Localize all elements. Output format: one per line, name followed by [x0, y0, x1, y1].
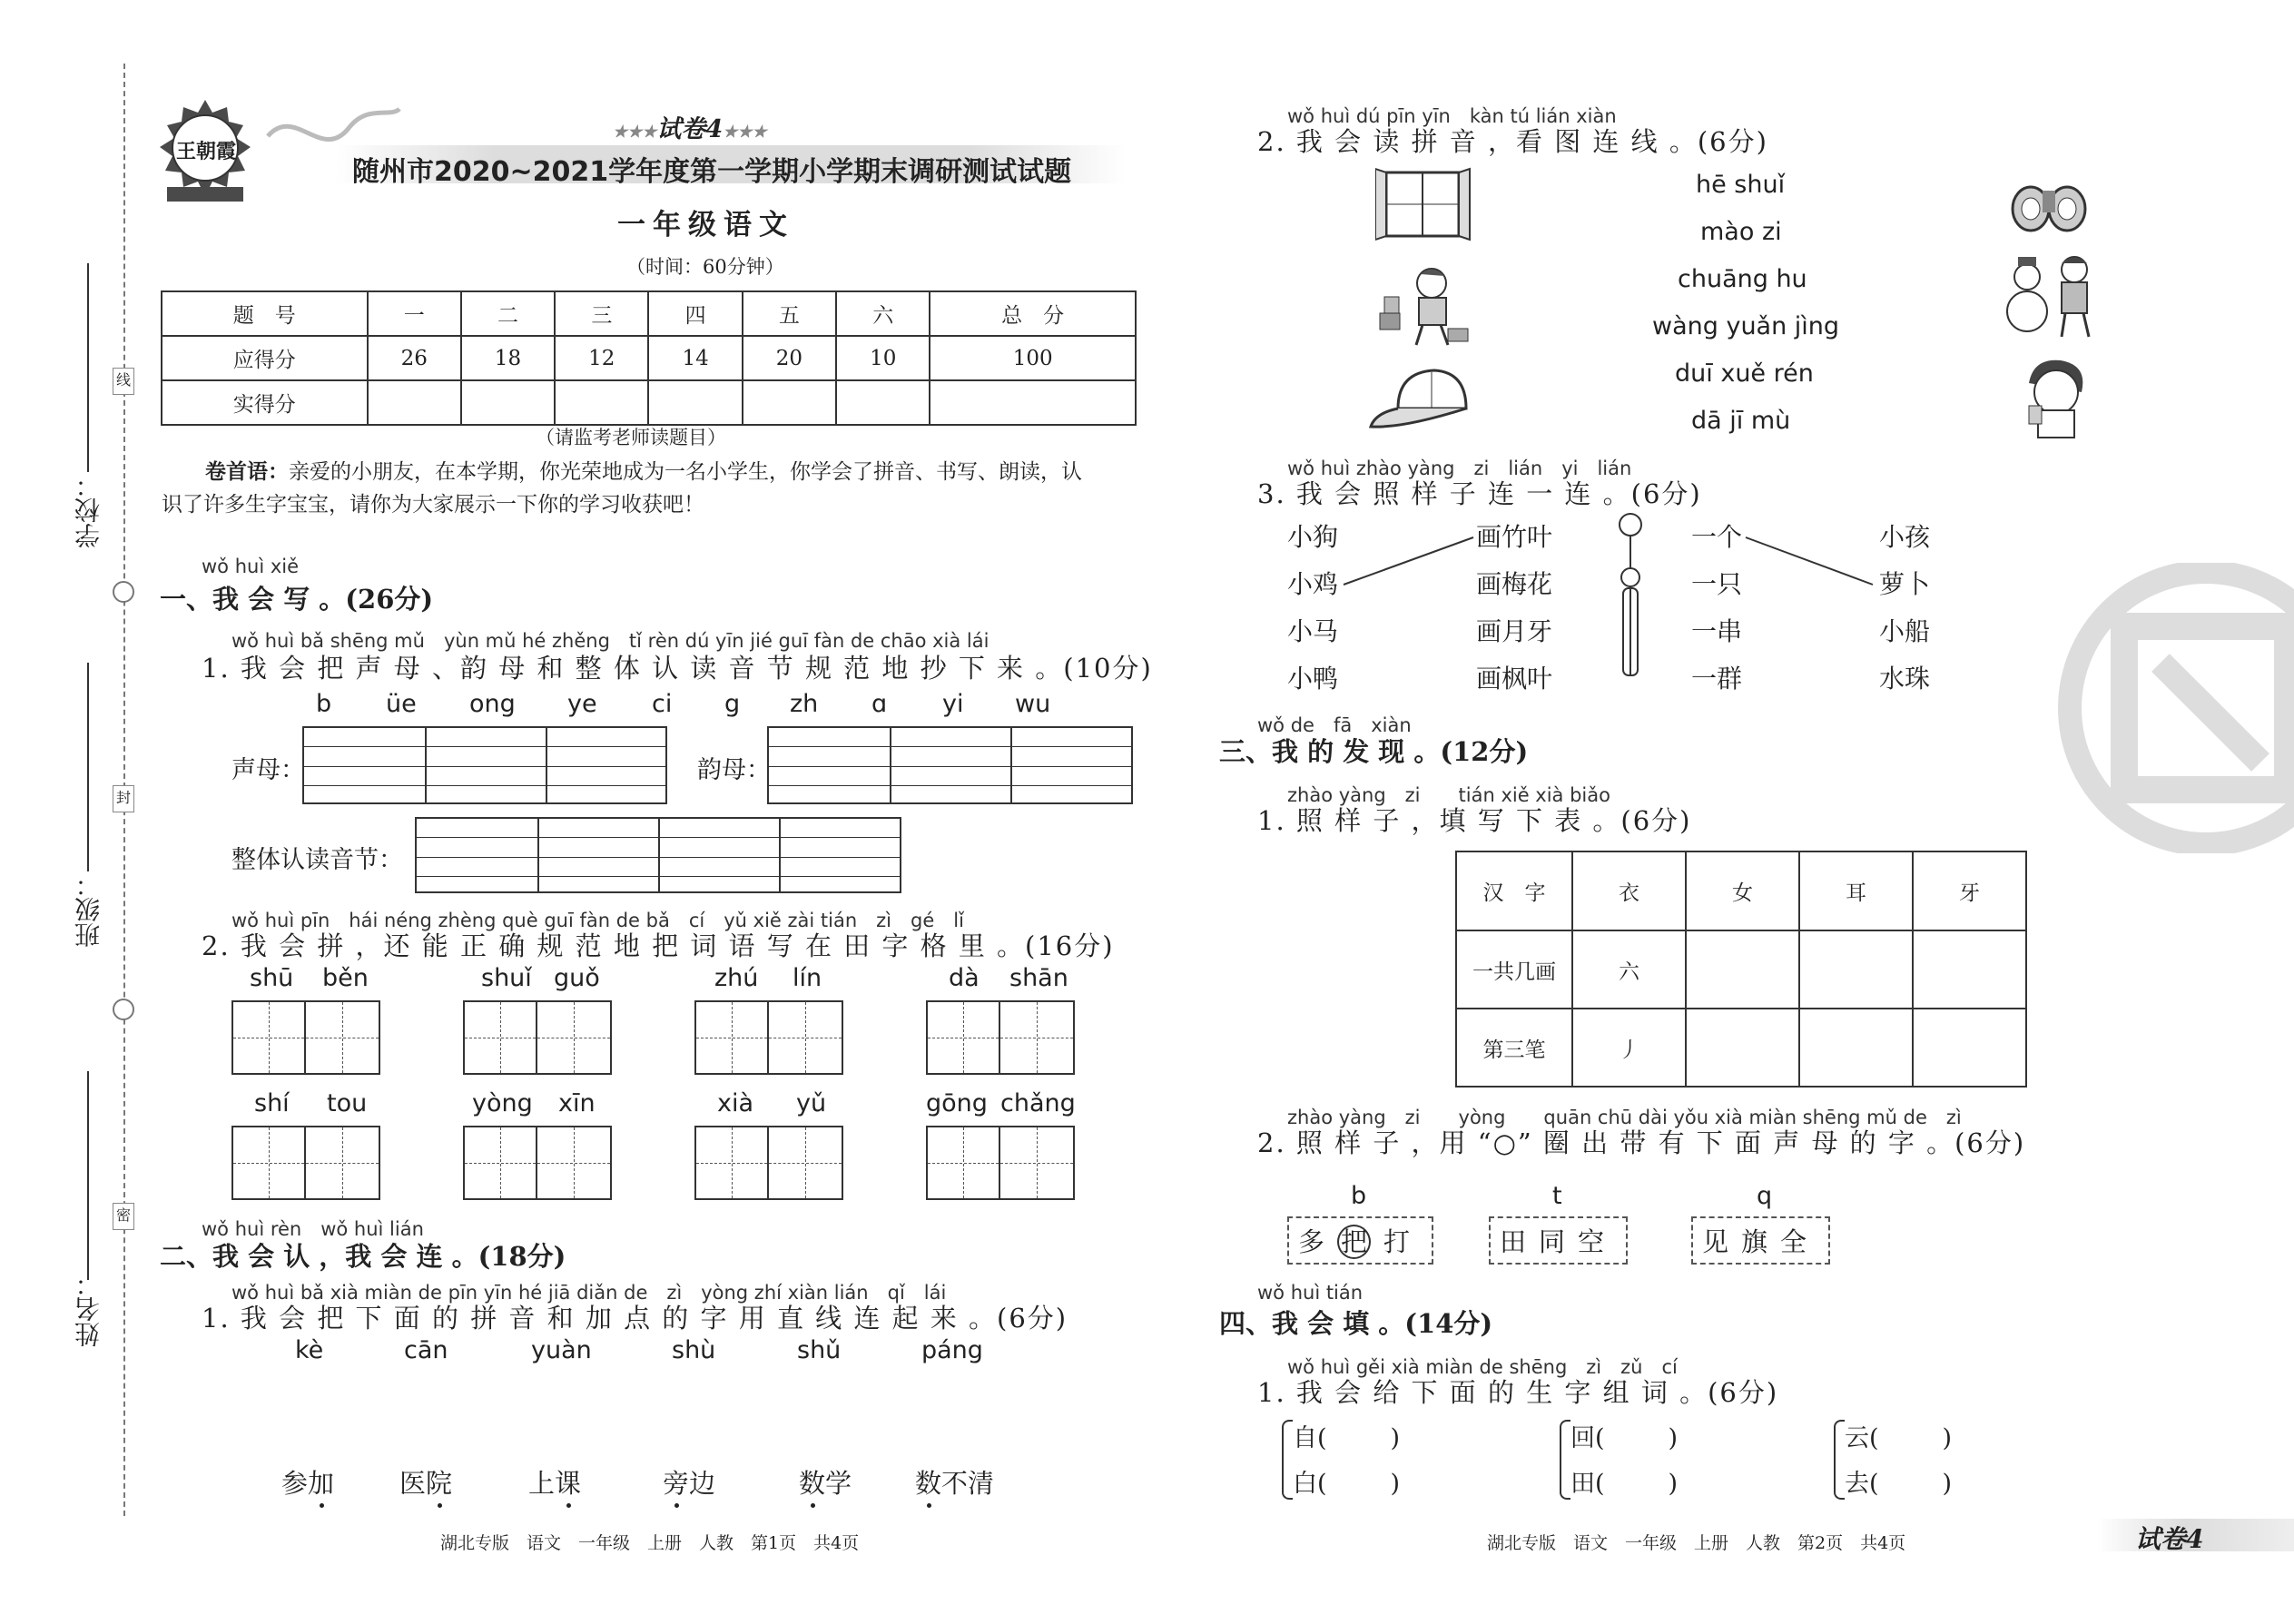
letter: ye: [567, 690, 597, 718]
word-blank[interactable]: 云( ): [1845, 1424, 1953, 1452]
tianzige-box[interactable]: [306, 1000, 380, 1075]
pinyin-item[interactable]: shù: [672, 1336, 716, 1364]
score-cell: 12: [555, 336, 648, 380]
char-option[interactable]: 多: [1298, 1226, 1338, 1257]
preface: [162, 456, 1142, 521]
letter: ci: [652, 690, 673, 718]
match-item[interactable]: 小孩: [1879, 522, 1931, 552]
score-cell: 实得分: [162, 380, 368, 425]
yunmu-label: 韵母：: [697, 756, 771, 784]
question-pinyin: wǒ huì pīn hái néng zhèng què guī fàn de bǎ cí yǔ xiě zài tián zì gé lǐ: [231, 910, 964, 931]
tianzige-box[interactable]: [1000, 1000, 1075, 1075]
letter: yi: [942, 690, 964, 718]
score-header: 二: [461, 291, 555, 336]
table-cell: 衣: [1572, 851, 1686, 930]
match-item[interactable]: 一个: [1691, 522, 1743, 552]
binding-circle-1: [113, 581, 134, 603]
question-pinyin: zhào yàng zi tián xiě xià biǎo: [1287, 784, 1610, 806]
corner-tag: 试卷4: [2135, 1524, 2204, 1554]
table-cell: 一共几画: [1456, 930, 1572, 1009]
pinyin-item[interactable]: shǔ: [797, 1336, 842, 1364]
match-item[interactable]: 画枫叶: [1476, 664, 1553, 694]
tianzige-box[interactable]: [537, 1000, 612, 1075]
footer-right: 湖北专版 语文 一年级 上册 人教 第2页 共4页: [1487, 1533, 1906, 1553]
char-option[interactable]: 全: [1780, 1226, 1820, 1257]
table-cell: 第三笔: [1456, 1009, 1572, 1087]
tianzige-box[interactable]: [694, 1000, 769, 1075]
score-cell: 14: [648, 336, 742, 380]
table-row: [1456, 851, 2026, 930]
subject-title: 一年级语文: [617, 209, 794, 241]
score-header-row: [162, 291, 1136, 336]
match-item[interactable]: 一只: [1691, 569, 1743, 599]
question-text: 2. 我 会 读 拼 音 ，看 图 连 线 。(6分): [1257, 126, 1768, 157]
table-cell: 女: [1686, 851, 1799, 930]
window-icon[interactable]: [1375, 165, 1471, 242]
question-text: 1. 照 样 子 ，填 写 下 表 。(6分): [1257, 805, 1692, 836]
pinyin-item[interactable]: cān: [404, 1336, 448, 1364]
shengmu-label: 声母：: [231, 756, 305, 784]
tianzige-box[interactable]: [926, 1000, 1000, 1075]
score-input[interactable]: [648, 380, 742, 425]
score-cell: 应得分: [162, 336, 368, 380]
question-pinyin: wǒ huì gěi xià miàn de shēng zì zǔ cí: [1287, 1356, 1678, 1378]
question-pinyin: wǒ huì zhào yàng zi lián yi lián: [1287, 458, 1632, 479]
word-char: 不: [941, 1468, 969, 1499]
table-cell: 六: [1572, 930, 1686, 1009]
letter: g: [724, 690, 741, 718]
binding-circle-2: [113, 999, 134, 1020]
score-header: 五: [743, 291, 836, 336]
table-cell: 耳: [1799, 851, 1913, 930]
word-group: [1282, 1414, 1445, 1505]
char-group: [1489, 1216, 1628, 1265]
word-char: 参: [281, 1468, 309, 1499]
paper-tag: ★★★试卷4★★★: [613, 115, 767, 143]
score-cell: 20: [743, 336, 836, 380]
dotted-char: 旁: [663, 1463, 689, 1501]
score-header: 一: [368, 291, 461, 336]
dotted-char: 加: [308, 1463, 334, 1501]
section-pinyin: wǒ de fā xiàn: [1257, 714, 1412, 736]
tianzige-box[interactable]: [231, 1000, 306, 1075]
question-pinyin: wǒ huì bǎ shēng mǔ yùn mǔ hé zhěng tǐ rèn dú yīn jié guī fàn de chāo xià lái: [231, 630, 989, 652]
letter-row: [300, 690, 1117, 723]
dotted-char: 课: [555, 1463, 581, 1501]
question-pinyin: wǒ huì dú pīn yīn kàn tú lián xiàn: [1287, 105, 1617, 127]
pinyin-item[interactable]: yuàn: [531, 1336, 592, 1364]
match-item[interactable]: 小马: [1287, 616, 1339, 646]
match-item[interactable]: 画竹叶: [1476, 522, 1553, 552]
name-field[interactable]: [87, 1071, 89, 1280]
word-blank[interactable]: 白( ): [1293, 1470, 1401, 1498]
letter: üe: [386, 690, 417, 718]
preface-text: 亲爱的小朋友，在本学期，你光荣地成为一名小学生，你学会了拼音、书写、朗读，认: [289, 460, 1082, 484]
class-field[interactable]: [87, 663, 89, 871]
score-header: 题 号: [162, 291, 368, 336]
tianzige-box[interactable]: [769, 1126, 843, 1200]
match-item[interactable]: 画梅花: [1476, 569, 1553, 599]
char-option[interactable]: 田: [1500, 1226, 1540, 1257]
table-input[interactable]: [1799, 930, 1913, 1009]
pinyin-item[interactable]: mào zi: [1700, 218, 1782, 246]
score-input[interactable]: [930, 380, 1136, 425]
snowman-boy-icon[interactable]: [2002, 250, 2102, 340]
teacher-note: （请监考老师读题目）: [536, 427, 726, 448]
match-item[interactable]: 小鸡: [1287, 569, 1339, 599]
match-item[interactable]: 画月牙: [1476, 616, 1553, 646]
pinyin-item[interactable]: páng: [921, 1336, 983, 1364]
star-decoration: ★★★: [613, 123, 657, 142]
word-blank[interactable]: 去( ): [1845, 1470, 1953, 1498]
dotted-char: 数: [799, 1463, 825, 1501]
char-option[interactable]: 同: [1539, 1226, 1579, 1257]
pinyin-item[interactable]: dā jī mù: [1691, 407, 1791, 435]
letter: wu: [1015, 690, 1051, 718]
connect-word[interactable]: [528, 1463, 581, 1501]
word-char: 医: [399, 1468, 427, 1499]
table-cell: 丿: [1572, 1009, 1686, 1087]
binding-strip: [0, 0, 136, 1624]
preface-text: 识了许多生字宝宝，请你为大家展示一下你的学习收获吧！: [162, 493, 704, 517]
pinyin-item[interactable]: chuāng hu: [1678, 265, 1807, 293]
table-input[interactable]: [1913, 1009, 2026, 1087]
char-group: [1691, 1216, 1830, 1265]
table-row: [1456, 930, 2026, 1009]
connect-word[interactable]: [663, 1463, 715, 1501]
section-title: 四、我 会 填 。(14分): [1219, 1308, 1493, 1339]
match-item[interactable]: 一串: [1691, 616, 1743, 646]
score-should-row: [162, 336, 1136, 380]
tianzige-box[interactable]: [694, 1126, 769, 1200]
question-text: 2. 照 样 子 ，用 “○” 圈 出 带 有 下 面 声 母 的 字 。(6分): [1257, 1127, 2026, 1158]
school-label: 学校：: [74, 472, 103, 548]
preface-label: 卷首语：: [205, 459, 289, 484]
initial-letter: q: [1757, 1182, 1773, 1210]
score-input[interactable]: [836, 380, 930, 425]
brace-icon: [1560, 1420, 1570, 1500]
section-pinyin: wǒ huì tián: [1257, 1282, 1364, 1304]
connect-pinyin-row: [272, 1336, 1089, 1373]
score-table: [161, 290, 1137, 426]
score-input[interactable]: [461, 380, 555, 425]
secret-seal-watermark: [2024, 563, 2294, 853]
word-char: 边: [689, 1468, 716, 1499]
logo-text: 王朝霞: [176, 140, 237, 163]
initial-letter: t: [1552, 1182, 1562, 1210]
binding-mark-line: 线: [113, 368, 134, 395]
tianzige-box[interactable]: [306, 1126, 380, 1200]
match-group: [1287, 517, 1968, 699]
tianzige-box[interactable]: [463, 1126, 537, 1200]
word-blank[interactable]: 自( ): [1293, 1424, 1401, 1452]
table-input[interactable]: [1686, 1009, 1799, 1087]
tianzige-box[interactable]: [463, 1000, 537, 1075]
stroke-table: [1455, 851, 2027, 1088]
logo: [156, 98, 254, 205]
shengmu-writing-lines[interactable]: [302, 726, 667, 804]
cap-icon[interactable]: [1366, 363, 1475, 436]
char-option[interactable]: 空: [1578, 1226, 1618, 1257]
tianzige-box[interactable]: [231, 1126, 306, 1200]
char-option-circled[interactable]: 把: [1337, 1225, 1371, 1259]
score-input[interactable]: [555, 380, 648, 425]
page-title: 随州市2020~2021学年度第一学期小学期末调研测试试题: [352, 156, 1072, 188]
zhengti-label: 整体认读音节：: [231, 846, 403, 874]
word-grid-row-1: shū běn shuǐ guǒ zhú lín dà shān: [231, 962, 1139, 1080]
char-option[interactable]: 打: [1383, 1226, 1423, 1257]
match-item[interactable]: 小鸭: [1287, 664, 1339, 694]
section-title: 一、我 会 写 。(26分): [160, 584, 434, 615]
yunmu-writing-lines[interactable]: [767, 726, 1133, 804]
binding-mark-dense: 密: [113, 1203, 134, 1230]
char-option[interactable]: 见: [1702, 1226, 1742, 1257]
score-header: 三: [555, 291, 648, 336]
letter: ong: [469, 690, 516, 718]
match-item[interactable]: 水珠: [1879, 664, 1931, 694]
table-input[interactable]: [1799, 1009, 1913, 1087]
match-item[interactable]: 小狗: [1287, 522, 1339, 552]
question-text: 2. 我 会 拼 ，还 能 正 确 规 范 地 把 词 语 写 在 田 字 格 里 。(16分): [202, 930, 1115, 961]
pinyin-item[interactable]: kè: [295, 1336, 324, 1364]
name-label: 姓名：: [74, 1271, 103, 1347]
word-blank[interactable]: 田( ): [1570, 1470, 1679, 1498]
time-note: （时间：60分钟）: [626, 256, 784, 278]
score-header: 六: [836, 291, 930, 336]
section-pinyin: wǒ huì rèn wǒ huì lián: [202, 1218, 424, 1240]
footer-left: 湖北专版 语文 一年级 上册 人教 第1页 共4页: [440, 1533, 860, 1553]
word-char: 上: [528, 1468, 556, 1499]
binoculars-icon[interactable]: [2008, 165, 2090, 238]
score-cell: 18: [461, 336, 555, 380]
question-text: 1. 我 会 把 下 面 的 拼 音 和 加 点 的 字 用 直 线 连 起 来 。(6分): [202, 1303, 1068, 1334]
boy-building-blocks-icon[interactable]: [1375, 263, 1475, 349]
score-cell: 100: [930, 336, 1136, 380]
connect-word[interactable]: [281, 1463, 334, 1501]
match-item[interactable]: 一群: [1691, 664, 1743, 694]
word-group: [1834, 1414, 1997, 1505]
table-row: [1456, 1009, 2026, 1087]
char-group: [1287, 1216, 1433, 1265]
letter: ɑ: [871, 690, 888, 718]
match-item[interactable]: 小船: [1879, 616, 1931, 646]
brace-icon: [1834, 1420, 1845, 1500]
word-char: 清: [968, 1468, 995, 1499]
tianzige-box[interactable]: [769, 1000, 843, 1075]
word-group: [1560, 1414, 1723, 1505]
zhengti-writing-lines[interactable]: [415, 817, 901, 893]
word-char: 学: [825, 1468, 852, 1499]
table-cell: 牙: [1913, 851, 2026, 930]
section-title: 三、我 的 发 现 。(12分): [1219, 736, 1529, 767]
connect-word[interactable]: [799, 1463, 852, 1501]
tianzige-box[interactable]: [926, 1126, 1000, 1200]
question-text: 3. 我 会 照 样 子 连 一 连 。(6分): [1257, 478, 1702, 509]
connect-word[interactable]: [915, 1463, 994, 1501]
question-text: 1. 我 会 给 下 面 的 生 字 组 词 。(6分): [1257, 1377, 1779, 1408]
dotted-char: 院: [426, 1463, 452, 1501]
question-pinyin: wǒ huì bǎ xià miàn de pīn yīn hé jiā diǎn de zì yòng zhí xiàn lián qǐ lái: [231, 1282, 947, 1304]
score-input[interactable]: [368, 380, 461, 425]
pinyin-item[interactable]: wàng yuǎn jìng: [1652, 312, 1840, 340]
binding-mark-seal: 封: [113, 785, 134, 812]
score-header: 四: [648, 291, 742, 336]
score-input[interactable]: [743, 380, 836, 425]
child-drinking-icon[interactable]: [2011, 356, 2102, 442]
initial-letter: b: [1351, 1182, 1367, 1210]
star-decoration: ★★★: [723, 123, 767, 142]
school-field[interactable]: [87, 263, 89, 472]
pinyin-item[interactable]: hē shuǐ: [1696, 171, 1786, 199]
letter: b: [316, 690, 332, 718]
section-title: 二、我 会 认 ，我 会 连 。(18分): [160, 1241, 566, 1272]
word-blank[interactable]: 回( ): [1570, 1424, 1679, 1452]
connect-word-row: [281, 1463, 1098, 1509]
char-option[interactable]: 旗: [1741, 1226, 1781, 1257]
brace-icon: [1282, 1420, 1293, 1500]
question-pinyin: zhào yàng zi yòng quān chū dài yǒu xià miàn shēng mǔ de zì: [1287, 1107, 1962, 1128]
bead-string-icon: [1614, 512, 1647, 694]
table-cell: 汉 字: [1456, 851, 1572, 930]
score-cell: 26: [368, 336, 461, 380]
letter: zh: [790, 690, 819, 718]
score-cell: 10: [836, 336, 930, 380]
score-header: 总 分: [930, 291, 1136, 336]
word-grid-row-2: shí tou yòng xīn xià yǔ gōng chǎng: [231, 1088, 1139, 1206]
class-label: 班级：: [74, 871, 103, 948]
question-text: 1. 我 会 把 声 母 、韵 母 和 整 体 认 读 音 节 规 范 地 抄 下 来 。(10分): [202, 653, 1153, 684]
section-pinyin: wǒ huì xiě: [202, 556, 300, 577]
pinyin-item[interactable]: duī xuě rén: [1675, 359, 1814, 388]
tianzige-box[interactable]: [537, 1126, 612, 1200]
connect-word[interactable]: [399, 1463, 452, 1501]
table-input[interactable]: [1913, 930, 2026, 1009]
dotted-char: 数: [915, 1463, 941, 1501]
table-input[interactable]: [1686, 930, 1799, 1009]
tianzige-box[interactable]: [1000, 1126, 1075, 1200]
match-item[interactable]: 萝卜: [1879, 569, 1931, 599]
score-actual-row: [162, 380, 1136, 425]
